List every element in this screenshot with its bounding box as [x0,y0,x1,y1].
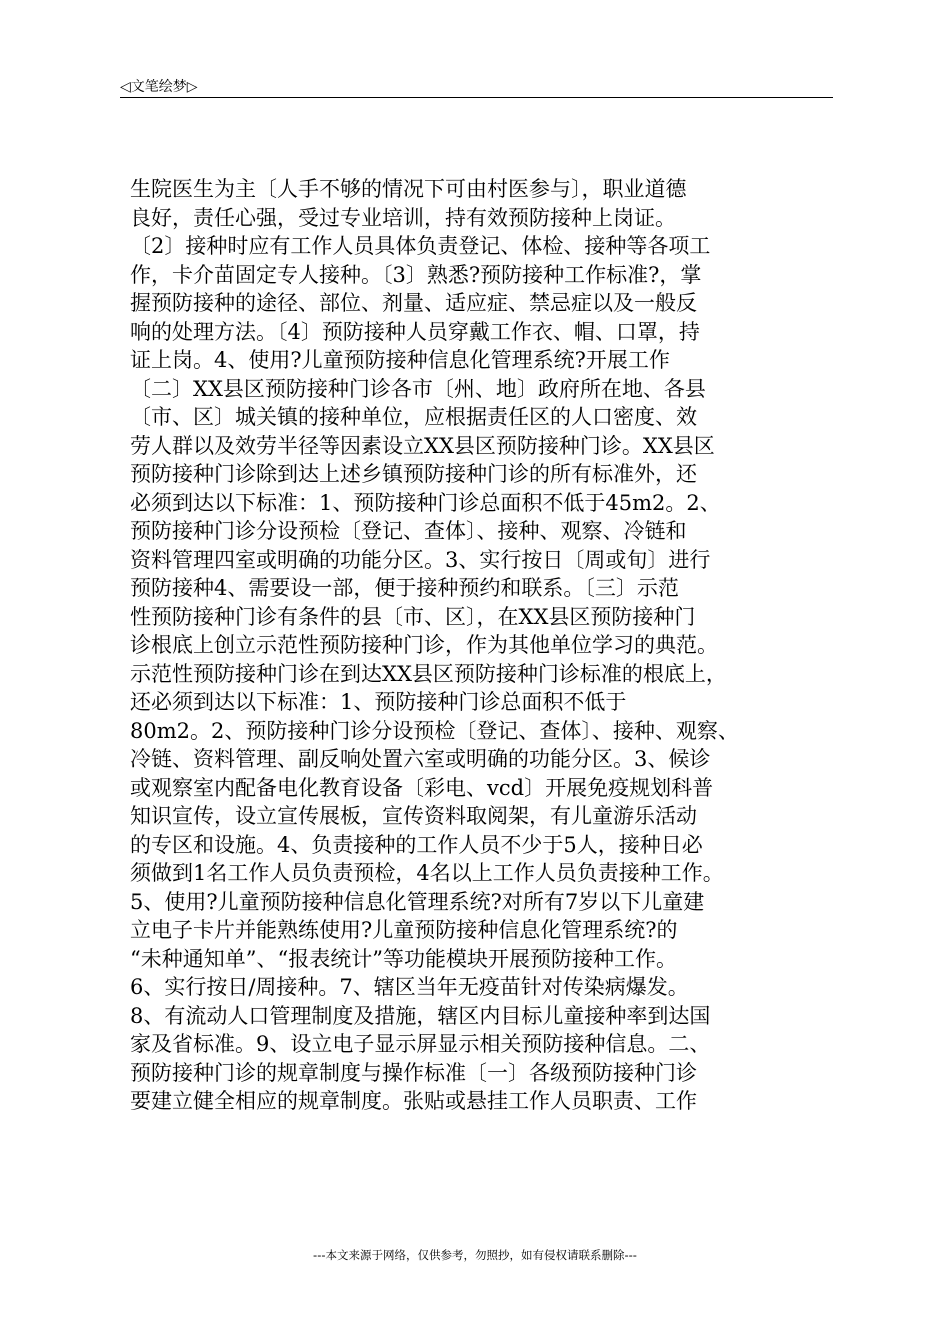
text-line: 80m2。2、预防接种门诊分设预检〔登记、查体〕、接种、观察、 [130,718,739,743]
text-line: 预防接种门诊的规章制度与操作标准〔一〕各级预防接种门诊 [130,1060,697,1085]
text-line: 必须到达以下标准：1、预防接种门诊总面积不低于45m2。2、 [130,490,721,515]
text-line: 劳人群以及效劳半径等因素设立XX县区预防接种门诊。XX县区 [130,433,715,458]
text-line: 8、有流动人口管理制度及措施，辖区内目标儿童接种率到达国 [130,1003,711,1028]
text-line: 〔市、区〕城关镇的接种单位，应根据责任区的人口密度、效 [130,405,697,429]
text-line: 还必须到达以下标准：1、预防接种门诊总面积不低于 [130,690,627,714]
text-line: “未种通知单”、“报表统计”等功能模块开展预防接种工作。 [130,946,677,971]
text-line: 生院医生为主〔人手不够的情况下可由村医参与〕，职业道德 [130,177,687,201]
text-line: 要建立健全相应的规章制度。张贴或悬挂工作人员职责、工作 [130,1089,697,1113]
text-line: 响的处理方法。〔4〕预防接种人员穿戴工作衣、帽、口罩，持 [130,319,700,344]
header-title: ◁文笔绘梦▷ [120,79,198,95]
text-line: 〔二〕XX县区预防接种门诊各市〔州、地〕政府所在地、各县 [130,376,706,401]
text-line: 性预防接种门诊有条件的县〔市、区〕，在XX县区预防接种门 [130,604,696,629]
text-line: 须做到1名工作人员负责预检，4名以上工作人员负责接种工作。 [130,861,724,885]
text-line: 预防接种4、需要设一部，便于接种预约和联系。〔三〕示范 [130,576,679,600]
text-line: 知识宣传，设立宣传展板，宣传资料取阅架，有儿童游乐活动 [130,804,697,828]
text-line: 良好，责任心强，受过专业培训，持有效预防接种上岗证。 [130,205,676,230]
text-line: 立电子卡片并能熟练使用?儿童预防接种信息化管理系统?的 [130,918,678,942]
header-divider [120,97,833,98]
text-line: 证上岗。4、使用?儿童预防接种信息化管理系统?开展工作 [130,348,670,372]
footer-disclaimer: ---本文来源于网络，仅供参考，勿照抄，如有侵权请联系删除--- [313,1248,637,1262]
text-line: 握预防接种的途径、部位、剂量、适应症、禁忌症以及一般反 [130,291,697,315]
text-line: 资料管理四室或明确的功能分区。3、实行按日〔周或旬〕进行 [130,547,711,572]
text-line: 的专区和设施。4、负责接种的工作人员不少于5人，接种日必 [130,832,703,857]
text-line: 预防接种门诊除到达上述乡镇预防接种门诊的所有标准外，还 [130,462,697,486]
text-line: 示范性预防接种门诊在到达XX县区预防接种门诊标准的根底上， [130,661,727,686]
text-line: 〔2〕接种时应有工作人员具体负责登记、体检、接种等各项工 [130,234,711,258]
text-line: 家及省标准。9、设立电子显示屏显示相关预防接种信息。二、 [130,1032,711,1056]
body-text [130,175,840,1116]
text-line: 诊根底上创立示范性预防接种门诊，作为其他单位学习的典范。 [130,633,718,657]
text-line: 6、实行按日/周接种。7、辖区当年无疫苗针对传染病爆发。 [130,975,689,999]
text-line: 作，卡介苗固定专人接种。〔3〕熟悉?预防接种工作标准?，掌 [130,262,702,287]
text-line: 预防接种门诊分设预检〔登记、查体〕、接种、观察、冷链和 [130,519,687,543]
text-line: 或观察室内配备电化教育设备〔彩电、vcd〕开展免疫规划科普 [130,775,714,800]
text-line: 5、使用?儿童预防接种信息化管理系统?对所有7岁以下儿童建 [130,889,705,914]
text-line: 冷链、资料管理、副反响处置六室或明确的功能分区。3、候诊 [130,747,711,771]
